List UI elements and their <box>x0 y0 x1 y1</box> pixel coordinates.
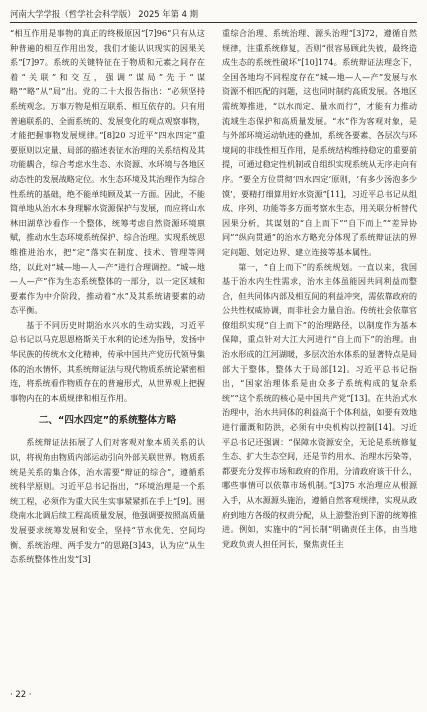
paragraph: 第一，“自上而下”的系统规划。一直以来，我国基于治水内生性需求，治水主体虽能因共同利益而整合，但共同体内部及相互间的利益冲突，需依靠政府的公共性权威协调，而非社会力量自治。传统社会依靠官僚组织实现“自上而下”的治理路径，以制度作为基本保障，重点针对大江大河进行“自上而下”的治理。由治水形成的江河湖暖，多层次治水体系的显著特点是局部大于整体，整体大于局部[12]。习近平总书记指出，“国家治理体系是由众多子系统构成的复杂系统”“这个系统的核心是中国共产党”[13]。在共治式水治理中，治水共同体的利益高于个体利益，如要有效地进行灌溉和防洪，必须有中央机构以控制[14]。习近平总书记还强调：“保障水资源安全，无论是系统修复生态、扩大生态空间，还是节约用水、治理水污染等，都要充分发挥市场和政府的作用，分清政府该干什么，哪些事情可以依靠市场机制。”[3]75 水治理应从根源入手，从水源源头施治，遵循自然客观规律，实现从政府到地方各级的权责分配，从上游整治到下游的统筹推进。例如，实施中的“河长制”明确责任主体，由当地党政负责人担任河长，聚焦责任主 <box>222 261 418 549</box>
page-number: · 22 · <box>10 690 32 700</box>
section-heading: 二、“四水四定”的系统整体方略 <box>38 415 177 427</box>
right-column <box>222 26 417 551</box>
paragraph: 重综合治理、系统治理、源头治理”[3]72，遵循自然规律，注重系统修复，否则“很容易顾此失彼，最终造成生态的系统性破坏”[10]174。系统辩证法理念下，全国各地均不同程度存在“城—地—人—产”发展与水资源不相匹配的问题，这也同时制约高质发展。各地区需统筹推进，“以水而定、量水而行”，才能有力推动流域生态保护和高质量发展。“水”作为客观对象，是与外部环境运动轨迹的叠加，系统各要素、各层次与环境间的非线性相互作用，是系统结构维持稳定的重要前提，可通过稳定性机制或自组织实现系统从无序走向有序。“要全方位贯彻‘四水四定’原则，‘有多少汤泡多少馍’，要精打细算用好水资源”[11]，习近平总书记从组成、序列、功能等多方面考察水生态，用关联分析替代因果分析，其谋划的“自上而下”“自下而上”“差异协同”“纵向贯通”的治水方略充分体现了系统辩证法的界定问题、划定边界、建立连接等基本属性。 <box>222 28 418 257</box>
left-column <box>10 26 205 567</box>
paragraph: “相互作用是事物的真正的终极原因”[7]96“只有从这种普遍的相互作用出发，我们才能认识现实的因果关系”[7]97。系统的关键特征在于物质和元素之间存在着“关联”和交互，强调“谋局”先于“谋略”“略”从“局”出。党的二十大报告指出：“必须坚持系统观念。万事万物是相互联系、相互依存的。只有用普遍联系的、全面系统的、发展变化的观点观察事物，才能把握事物发展规律。”[8]20 习近平“四水四定”重要原则以定量、局部的描述表征水治理的关系结构及其功能耦合，综合考虑水生态、水资源、水环境与各地区动态性的发展战略定位。水生态环境及其治理作为综合性系统的基础，绝不能单纯顾及某一方面。因此，不能简单地从治水本身理解水资源保护与发展，而应将山水林田湖草沙看作一个整体，统筹考虑自然资源环境禀赋，推动水生态环境系统保护、综合治理。实现系统思维推进治水，把“定”落实在制度、技术、管理等网络，以此对“城—地—人—产”进行合理调控。“城—地—人—产”作为生态系统整体的一部分，以一定区域和要素作为中介阶段，推动着“水”及其系统诸要素的动态平衡。 <box>10 28 206 316</box>
paragraph: 基于不同历史时期治水兴水的生动实践，习近平总书记以马克思恩格斯关于水利的论述为指导，发扬中华民族的传统水文化精神，传承中国共产党历代领导集体的治水情怀，其系统辩证法与现代物质系统论紧密相连，将系统看作物质存在的普遍形式，从世界观上把握事物内在的本质规律和相互作用。 <box>10 319 206 403</box>
paragraph: 系统辩证法拓展了人们对客观对象本质关系的认识，将视角由物质内部运动引向外部关联世界。物质系统是关系的集合体，治水需要“辩证的综合”，遵循系统科学原则。习近平总书记指出，“环境治理是一个系统工程，必须作为重大民生实事紧紧抓在手上”[9]。围绕南水北调后续工程高质量发展，他强调要按照高质量发展要求统筹发展和安全，坚持“节水优先、空间均衡、系统治理、两手发力”的思路[3]43，认为应“从生态系统整体性出发”[3] <box>10 437 206 565</box>
running-header: 河南大学学报（哲学社会科学版） 2025 年第 4 期 <box>10 6 417 23</box>
